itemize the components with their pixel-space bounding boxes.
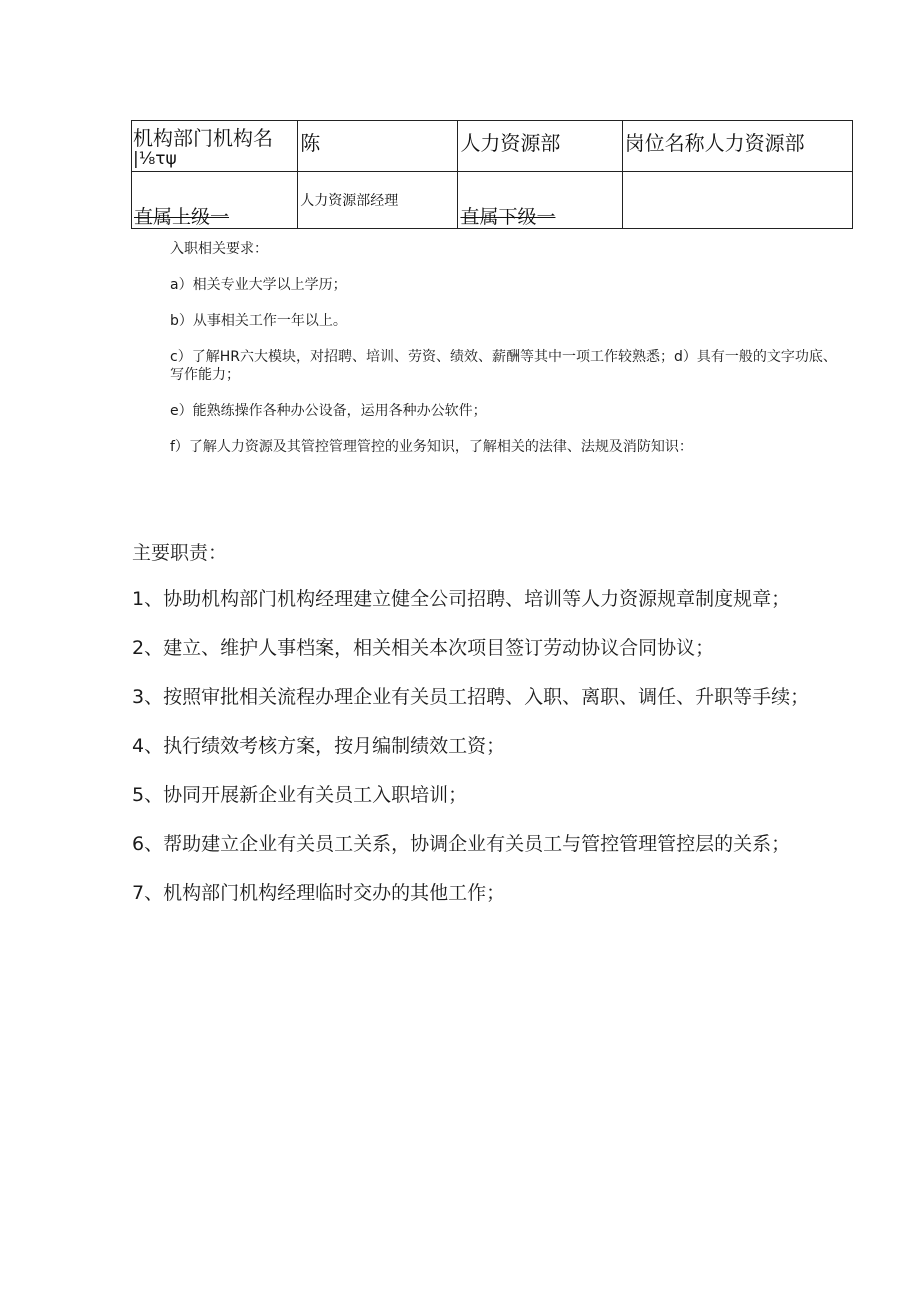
superior-value: 人力资源部经理 (300, 193, 399, 209)
duties-title: 主要职责： (132, 542, 228, 564)
subordinate-value (623, 172, 852, 190)
dept-name-cell (132, 121, 298, 172)
subordinate-value-cell (622, 172, 852, 229)
subordinate-label: 直属下级一 (460, 206, 556, 228)
name-value: 陈 (300, 131, 321, 155)
requirements-title: 入职相关要求： (170, 241, 268, 257)
table-row (132, 172, 853, 229)
dept-name-label: 机构部门机构名 (133, 126, 273, 150)
position-value: 岗位名称人力资源部 (624, 131, 805, 155)
requirement-item: f）了解人力资源及其管控管理管控的业务知识，了解相关的法律、法规及消防知识： (170, 439, 693, 455)
position-cell (622, 121, 852, 172)
superior-label: 直属上级一 (134, 206, 230, 228)
name-cell (298, 121, 458, 172)
duty-item: 5、协同开展新企业有关员工入职培训； (132, 784, 468, 806)
duties-section (132, 540, 847, 929)
department-value: 人力资源部 (460, 131, 561, 155)
requirement-item: c）了解HR六大模块，对招聘、培训、劳资、绩效、薪酬等其中一项工作较熟悉；d）具有一般的文字功底、写作能力； (170, 349, 837, 383)
table-row (132, 121, 853, 172)
requirements-section (170, 240, 850, 474)
requirement-item: a）相关专业大学以上学历； (170, 277, 347, 293)
duty-item: 4、执行绩效考核方案，按月编制绩效工资； (132, 735, 506, 757)
superior-label-cell (132, 172, 298, 229)
duty-item: 2、建立、维护人事档案，相关相关本次项目签订劳动协议合同协议； (132, 637, 715, 659)
requirement-item: b）从事相关工作一年以上。 (170, 313, 347, 329)
duty-item: 6、帮助建立企业有关员工关系，协调企业有关员工与管控管理管控层的关系； (132, 833, 791, 855)
duty-item: 1、协助机构部门机构经理建立健全公司招聘、培训等人力资源规章制度规章； (132, 588, 791, 610)
dept-name-garbled: |⅛τψ (133, 149, 177, 169)
position-info-table (131, 120, 853, 229)
department-cell (458, 121, 622, 172)
duty-item: 7、机构部门机构经理临时交办的其他工作； (132, 882, 506, 904)
duty-item: 3、按照审批相关流程办理企业有关员工招聘、入职、离职、调任、升职等手续； (132, 686, 810, 708)
subordinate-label-cell (458, 172, 622, 229)
superior-value-cell (298, 172, 458, 229)
requirement-item: e）能熟练操作各种办公设备，运用各种办公软件； (170, 403, 487, 419)
